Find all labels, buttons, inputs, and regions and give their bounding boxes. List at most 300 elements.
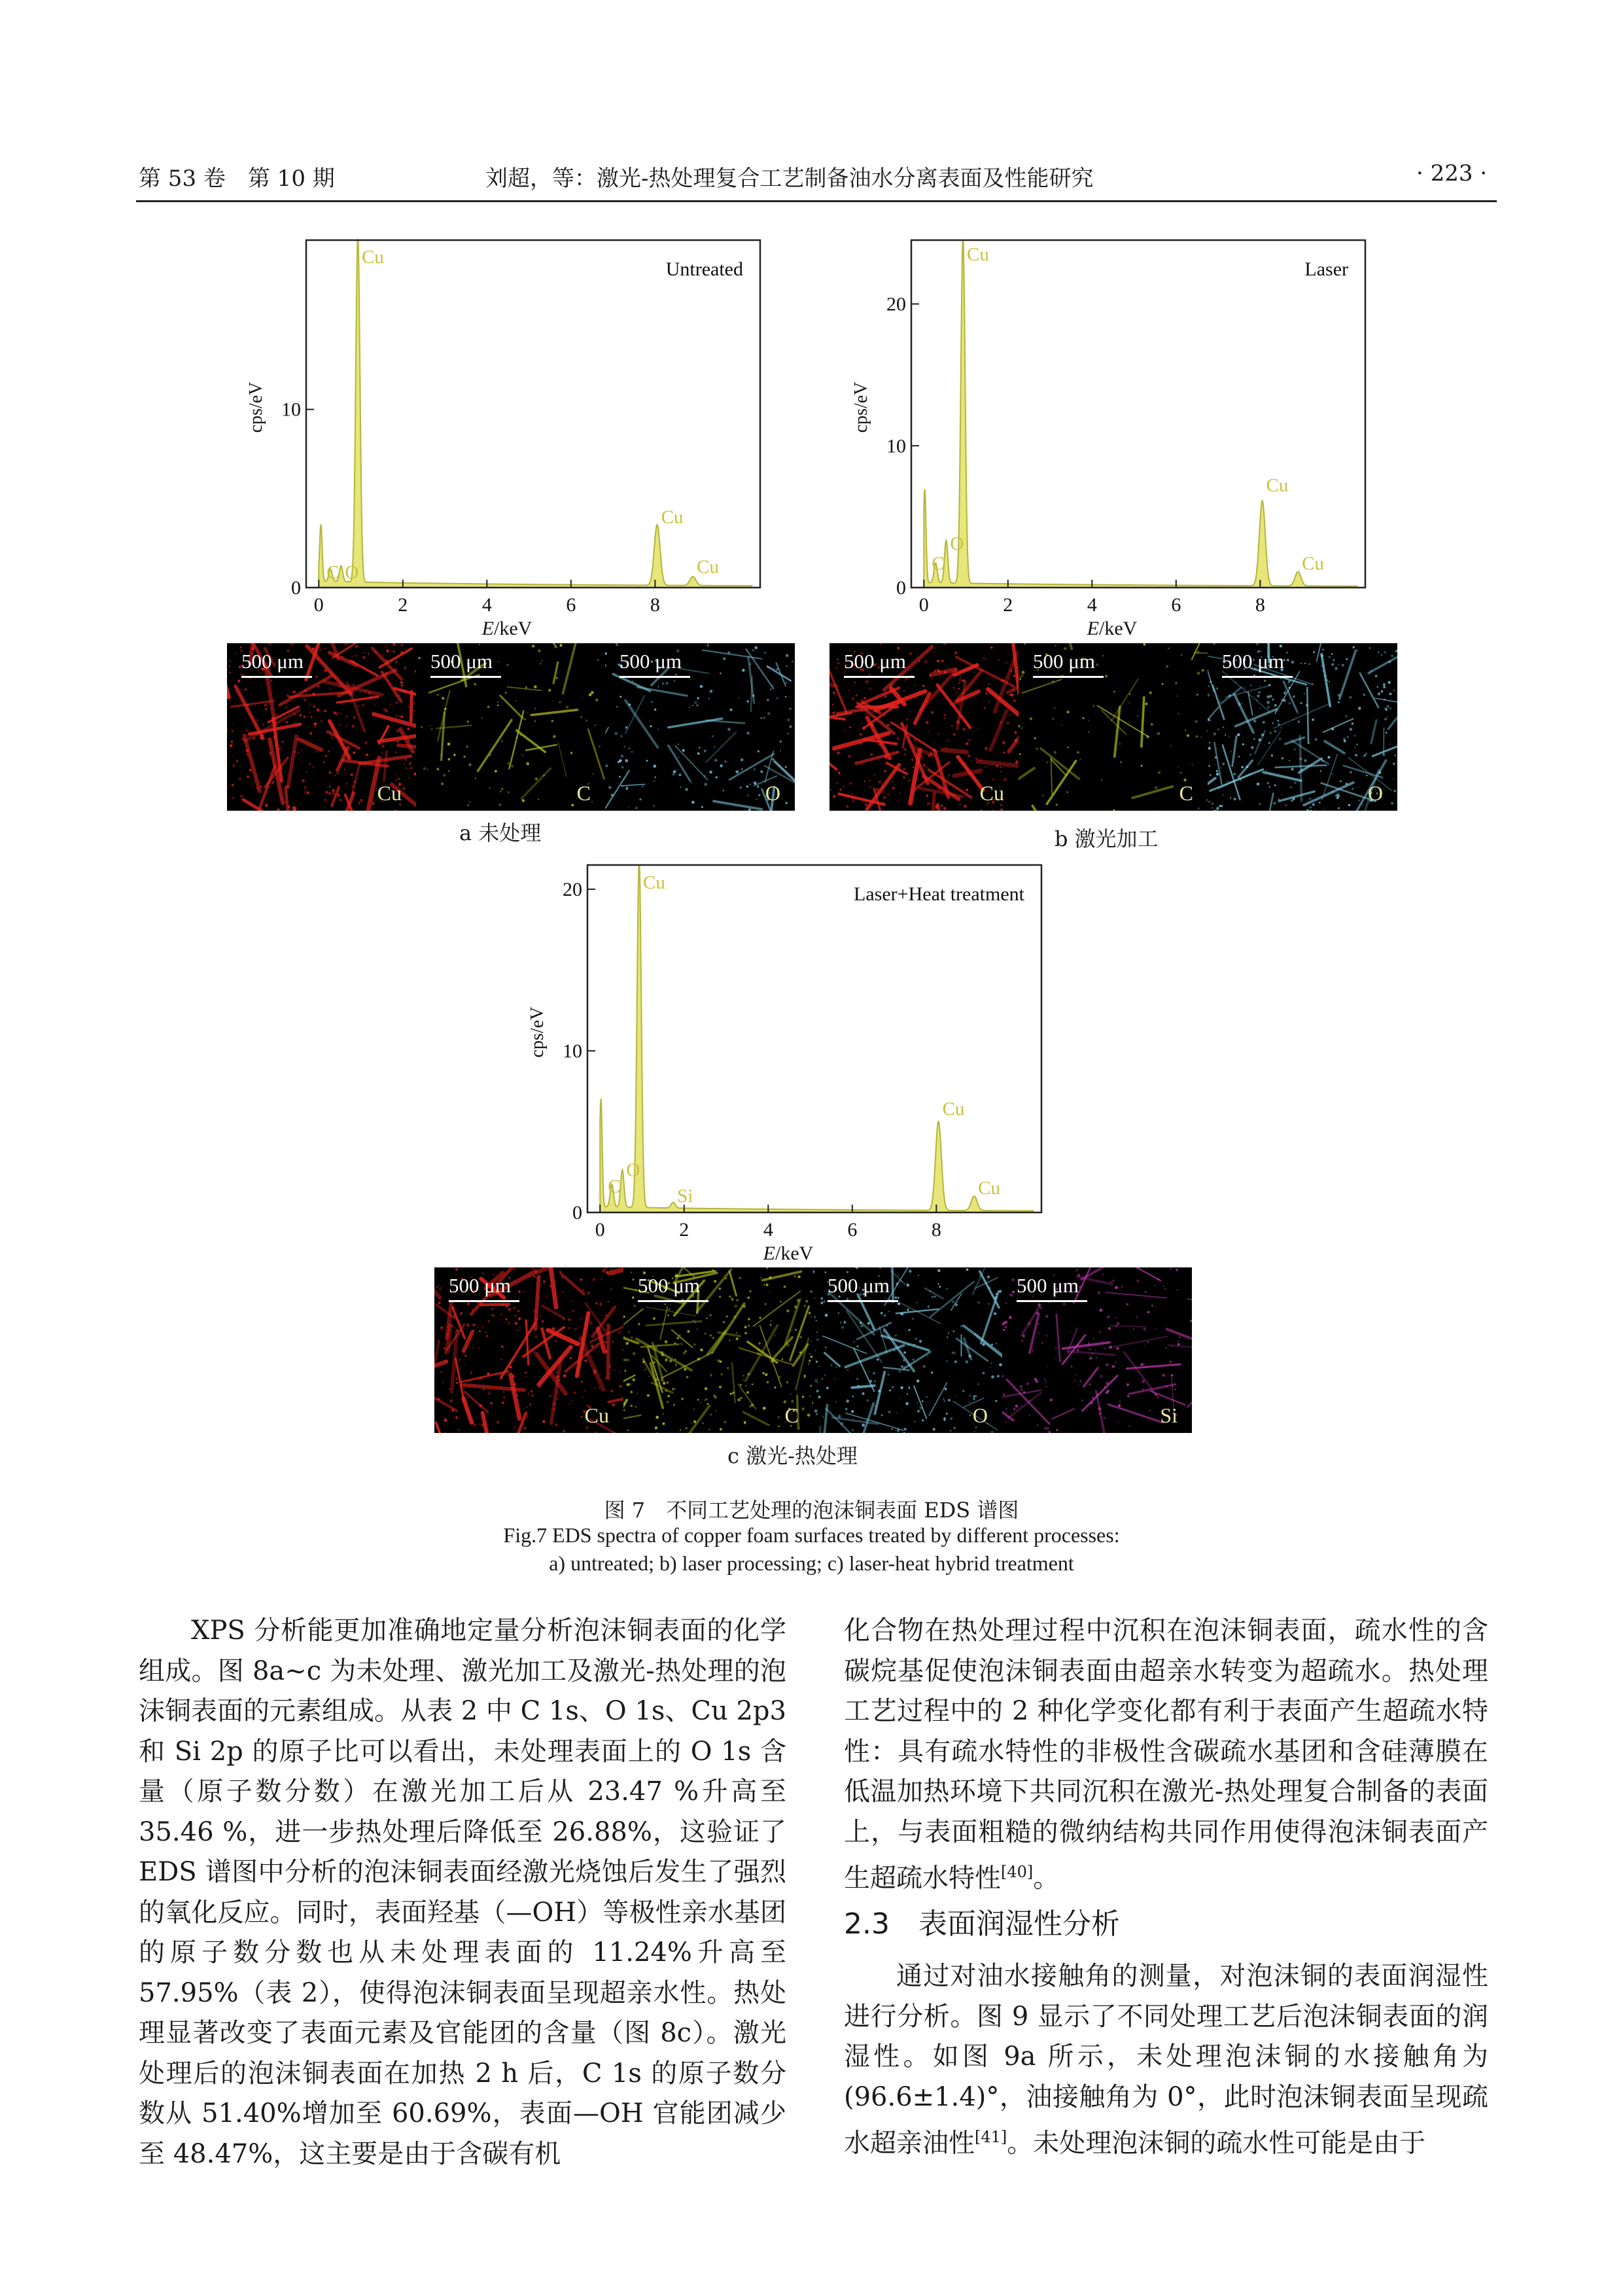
scale-bar xyxy=(1222,676,1293,678)
map-dot xyxy=(965,1360,968,1364)
map-dot xyxy=(691,801,695,804)
map-dot xyxy=(916,1402,918,1404)
map-dot xyxy=(1115,1286,1118,1289)
map-strand xyxy=(288,736,296,787)
map-dot xyxy=(896,751,898,752)
map-dot xyxy=(1166,1347,1167,1349)
map-dot xyxy=(748,809,751,811)
map-dot xyxy=(1147,1341,1149,1343)
scale-bar xyxy=(828,1300,898,1302)
map-strand xyxy=(621,785,645,786)
map-dot xyxy=(252,783,253,785)
map-dot xyxy=(977,1383,979,1385)
map-dot xyxy=(844,730,846,732)
map-dot xyxy=(614,732,618,735)
map-dot xyxy=(1340,781,1342,783)
map-dot xyxy=(697,1399,699,1401)
scale-label: 500 μm xyxy=(1033,650,1095,673)
map-strand xyxy=(588,730,604,779)
map-dot xyxy=(891,1428,893,1430)
map-dot xyxy=(816,1390,819,1392)
map-strand xyxy=(729,1271,736,1296)
map-dot xyxy=(963,728,966,731)
map-dot xyxy=(517,1395,518,1396)
map-dot xyxy=(632,1279,634,1280)
map-dot xyxy=(934,670,936,672)
map-dot xyxy=(493,1315,495,1317)
map-dot xyxy=(548,689,551,692)
map-dot xyxy=(404,667,406,669)
map-dot xyxy=(1197,671,1200,675)
map-dot xyxy=(1282,699,1283,701)
map-dot xyxy=(1005,1303,1007,1304)
map-dot xyxy=(281,741,284,743)
map-dot xyxy=(518,1317,521,1320)
map-dot xyxy=(1238,756,1240,757)
scale-label: 500 μm xyxy=(1222,650,1284,673)
map-dot xyxy=(909,779,910,781)
map-dot xyxy=(680,1429,681,1430)
map-dot xyxy=(1127,1395,1130,1398)
x-axis-label: E/keV xyxy=(763,1243,814,1264)
map-dot xyxy=(536,1277,538,1279)
map-dot xyxy=(600,1333,601,1335)
map-strand xyxy=(605,771,629,808)
map-dot xyxy=(1046,1335,1048,1337)
map-tile-o xyxy=(1208,643,1397,811)
map-dot xyxy=(309,763,311,765)
map-dot xyxy=(232,755,234,756)
map-dot xyxy=(266,805,267,807)
map-dot xyxy=(665,1390,668,1392)
map-dot xyxy=(479,1330,481,1332)
map-dot xyxy=(1176,1289,1178,1291)
map-dot xyxy=(1077,1349,1079,1351)
map-dot xyxy=(1011,694,1014,696)
map-dot xyxy=(509,1366,512,1368)
map-dot xyxy=(1041,1342,1043,1343)
map-dot xyxy=(1297,712,1299,714)
map-dot xyxy=(758,1349,759,1351)
map-dot xyxy=(696,1328,697,1330)
map-dot xyxy=(457,1330,459,1332)
map-dot xyxy=(285,802,286,803)
map-dot xyxy=(599,1303,602,1305)
map-dot xyxy=(696,704,698,706)
map-dot xyxy=(352,725,355,728)
map-dot xyxy=(1208,694,1210,697)
map-dot xyxy=(988,682,990,685)
map-strand xyxy=(1187,1299,1192,1308)
map-dot xyxy=(740,1397,742,1399)
x-tick-label: 0 xyxy=(313,594,324,616)
map-dot xyxy=(896,1412,897,1413)
map-dot xyxy=(720,1373,722,1375)
map-dot xyxy=(810,1385,812,1387)
map-dot xyxy=(514,1271,515,1273)
map-dot xyxy=(1104,1386,1106,1388)
map-dot xyxy=(564,1386,565,1388)
map-dot xyxy=(538,649,540,652)
map-dot xyxy=(1170,745,1172,747)
map-dot xyxy=(1381,654,1383,656)
map-dot xyxy=(1070,1331,1071,1332)
map-dot xyxy=(1331,663,1334,666)
map-dot xyxy=(813,1271,814,1273)
peak-label: Cu xyxy=(1302,553,1325,574)
peak-label: Si xyxy=(677,1186,693,1207)
map-dot xyxy=(875,796,877,798)
map-dot xyxy=(903,753,906,756)
map-dot xyxy=(1103,1274,1104,1275)
map-dot xyxy=(913,1344,915,1346)
map-dot xyxy=(1142,1380,1145,1383)
y-tick-label: 0 xyxy=(896,577,906,599)
map-dot xyxy=(960,677,962,678)
map-dot xyxy=(1078,1385,1079,1386)
map-dot xyxy=(943,1419,946,1421)
map-dot xyxy=(674,1358,676,1360)
map-dot xyxy=(270,680,272,682)
map-dot xyxy=(441,783,444,785)
map-dot xyxy=(1202,669,1204,672)
map-dot xyxy=(881,1312,882,1314)
map-dot xyxy=(898,1274,899,1276)
x-tick-label: 8 xyxy=(931,1219,941,1241)
map-tile-cu xyxy=(434,1267,623,1433)
map-dot xyxy=(1129,702,1130,703)
map-strand xyxy=(856,752,898,764)
eds-map-laser-heat xyxy=(434,1267,1192,1433)
map-dot xyxy=(743,1375,744,1377)
map-dot xyxy=(877,1358,879,1361)
map-dot xyxy=(1013,689,1015,692)
map-dot xyxy=(311,716,313,718)
map-dot xyxy=(750,1290,752,1292)
map-dot xyxy=(926,794,928,796)
map-dot xyxy=(777,698,778,699)
map-dot xyxy=(448,770,449,771)
map-dot xyxy=(1145,1267,1147,1268)
map-dot xyxy=(870,753,873,756)
map-dot xyxy=(1115,1325,1117,1328)
map-dot xyxy=(621,766,624,769)
map-dot xyxy=(271,782,273,784)
map-dot xyxy=(619,1385,622,1388)
map-dot xyxy=(731,810,733,811)
map-strand xyxy=(646,1321,701,1326)
map-dot xyxy=(581,1381,583,1383)
map-dot xyxy=(886,1325,888,1326)
map-dot xyxy=(864,697,866,699)
map-dot xyxy=(1118,1404,1121,1407)
map-dot xyxy=(1269,695,1272,698)
map-dot xyxy=(370,695,372,698)
map-dot xyxy=(846,1271,848,1273)
map-dot xyxy=(1145,1291,1147,1293)
map-dot xyxy=(1178,713,1179,715)
map-dot xyxy=(959,804,961,805)
map-dot xyxy=(507,1309,509,1311)
map-dot xyxy=(1099,1309,1102,1312)
map-dot xyxy=(1219,701,1220,703)
map-dot xyxy=(992,778,994,781)
map-dot xyxy=(669,1360,672,1363)
map-dot xyxy=(653,805,655,807)
map-dot xyxy=(565,1327,566,1328)
map-dot xyxy=(773,668,775,669)
map-dot xyxy=(574,1328,577,1330)
map-dot xyxy=(673,1404,675,1406)
map-dot xyxy=(729,1296,731,1298)
peak-label: O xyxy=(626,1159,640,1181)
map-strand xyxy=(1195,653,1208,654)
map-dot xyxy=(570,1404,571,1405)
y-tick-label: 20 xyxy=(886,293,906,315)
map-dot xyxy=(1346,715,1348,717)
map-dot xyxy=(706,1398,708,1400)
map-dot xyxy=(849,726,851,728)
map-dot xyxy=(714,759,718,762)
map-dot xyxy=(879,643,881,645)
scale-label: 500 μm xyxy=(844,650,906,673)
map-dot xyxy=(443,1382,444,1383)
map-dot xyxy=(1015,760,1019,764)
map-dot xyxy=(907,1393,908,1394)
map-dot xyxy=(314,726,315,727)
map-dot xyxy=(1066,711,1069,713)
map-dot xyxy=(1264,744,1265,745)
map-dot xyxy=(1037,1314,1038,1315)
map-dot xyxy=(705,645,707,646)
map-dot xyxy=(446,1333,448,1335)
map-dot xyxy=(871,1328,873,1330)
map-dot xyxy=(605,652,607,655)
element-label: O xyxy=(765,781,780,805)
map-dot xyxy=(816,1413,818,1415)
map-dot xyxy=(831,739,833,740)
spectrum-area xyxy=(319,240,752,588)
map-dot xyxy=(983,1372,985,1375)
map-dot xyxy=(285,706,287,708)
map-dot xyxy=(395,661,397,663)
map-dot xyxy=(464,1364,466,1366)
map-dot xyxy=(767,1349,769,1351)
map-dot xyxy=(581,716,582,718)
map-dot xyxy=(512,1375,514,1377)
map-dot xyxy=(1089,1357,1092,1360)
map-dot xyxy=(334,774,336,776)
map-dot xyxy=(1348,804,1350,806)
map-dot xyxy=(1268,742,1270,744)
map-dot xyxy=(1087,1282,1089,1283)
map-dot xyxy=(785,766,787,768)
map-dot xyxy=(317,685,319,687)
map-dot xyxy=(822,1378,823,1379)
map-dot xyxy=(654,709,656,711)
map-dot xyxy=(1009,715,1010,716)
map-dot xyxy=(1321,760,1323,762)
peak-label: Cu xyxy=(362,246,384,268)
scale-bar xyxy=(241,676,312,678)
map-dot xyxy=(951,704,952,706)
map-dot xyxy=(844,1321,846,1324)
map-dot xyxy=(1342,663,1344,666)
map-strand xyxy=(660,1307,667,1339)
map-dot xyxy=(286,694,288,697)
map-dot xyxy=(438,1284,440,1286)
map-dot xyxy=(943,671,947,674)
map-dot xyxy=(418,657,420,659)
map-dot xyxy=(663,1382,665,1385)
scale-bar xyxy=(430,676,501,678)
map-dot xyxy=(1095,1349,1096,1351)
map-dot xyxy=(1104,1347,1105,1349)
map-dot xyxy=(814,1298,816,1299)
map-dot xyxy=(919,1340,922,1343)
map-dot xyxy=(734,1305,737,1308)
map-dot xyxy=(905,1330,906,1332)
map-dot xyxy=(667,1315,669,1316)
map-dot xyxy=(500,791,501,792)
map-dot xyxy=(884,792,885,793)
map-strand xyxy=(777,663,786,686)
map-dot xyxy=(340,686,341,688)
map-dot xyxy=(1386,732,1387,733)
map-dot xyxy=(954,689,956,690)
map-dot xyxy=(705,1333,707,1335)
map-dot xyxy=(797,1299,799,1301)
map-dot xyxy=(811,1356,813,1358)
map-dot xyxy=(1113,809,1115,811)
map-dot xyxy=(722,790,724,792)
map-dot xyxy=(302,739,304,741)
map-dot xyxy=(867,801,868,802)
map-dot xyxy=(663,1413,664,1415)
map-dot xyxy=(1000,770,1002,772)
map-strand xyxy=(981,1292,998,1343)
map-strand xyxy=(1106,1292,1166,1298)
map-dot xyxy=(312,766,314,768)
map-dot xyxy=(401,701,402,703)
map-dot xyxy=(955,1303,958,1306)
map-dot xyxy=(1000,722,1002,724)
map-strand xyxy=(1369,650,1397,673)
map-dot xyxy=(632,680,633,682)
map-dot xyxy=(900,685,901,686)
map-dot xyxy=(604,1329,606,1330)
map-dot xyxy=(607,1301,608,1302)
map-dot xyxy=(932,645,934,647)
map-dot xyxy=(1003,752,1005,754)
map-dot xyxy=(232,784,234,786)
map-dot xyxy=(1112,1280,1115,1282)
map-dot xyxy=(868,1371,869,1373)
map-strand xyxy=(609,1267,623,1273)
map-dot xyxy=(440,1326,443,1329)
map-dot xyxy=(239,766,241,767)
map-dot xyxy=(1386,716,1387,718)
map-dot xyxy=(1047,1428,1049,1430)
map-dot xyxy=(854,682,856,683)
map-dot xyxy=(400,651,403,654)
map-dot xyxy=(1271,754,1273,756)
map-dot xyxy=(657,1345,659,1346)
scale-label: 500 μm xyxy=(828,1274,890,1297)
map-dot xyxy=(563,1430,565,1432)
map-dot xyxy=(914,1421,916,1422)
map-dot xyxy=(591,801,593,802)
map-dot xyxy=(666,682,669,684)
map-dot xyxy=(675,1364,676,1365)
map-dot xyxy=(341,713,342,715)
map-dot xyxy=(799,1427,800,1428)
map-dot xyxy=(904,749,906,751)
map-dot xyxy=(785,682,788,684)
map-dot xyxy=(996,765,998,768)
map-dot xyxy=(240,646,242,648)
map-dot xyxy=(1234,798,1236,800)
map-dot xyxy=(693,1421,696,1423)
map-strand xyxy=(542,1306,563,1318)
map-dot xyxy=(1201,737,1202,738)
map-dot xyxy=(770,1324,772,1326)
map-dot xyxy=(1358,800,1360,802)
map-dot xyxy=(1382,753,1385,756)
map-dot xyxy=(958,688,960,690)
map-dot xyxy=(1244,687,1246,689)
map-dot xyxy=(856,1345,858,1347)
map-strand xyxy=(975,1278,998,1288)
map-dot xyxy=(608,1365,612,1368)
map-dot xyxy=(444,1417,445,1419)
map-dot xyxy=(1129,694,1130,695)
map-dot xyxy=(908,1386,910,1388)
map-dot xyxy=(1046,1386,1047,1387)
map-dot xyxy=(1216,688,1218,690)
paragraph-text: 化合物在热处理过程中沉积在泡沫铜表面，疏水性的含碳烷基促使泡沫铜表面由超亲水转变为超疏水。热处理工艺过程中的 2 种化学变化都有利于表面产生超疏水特性：具有疏水特性的非极性含碳疏水基团和含硅薄膜在低温加热环境下共同沉积在激光-热处理复合制备的表面上，与表面粗糙的微纳结构共同作用使得泡沫铜表面产生超疏水特性 xyxy=(844,1616,1488,1894)
map-dot xyxy=(1294,781,1297,784)
map-dot xyxy=(608,786,611,788)
map-tile-c xyxy=(1019,643,1208,811)
map-dot xyxy=(445,1360,447,1362)
map-dot xyxy=(745,1385,747,1387)
map-strand xyxy=(384,751,387,781)
map-tile-si xyxy=(1002,1267,1192,1433)
map-dot xyxy=(294,751,296,752)
map-dot xyxy=(1022,671,1025,674)
map-strand xyxy=(914,1386,926,1418)
map-dot xyxy=(990,1430,993,1433)
map-dot xyxy=(1088,1343,1091,1347)
map-strand xyxy=(854,1348,874,1391)
scale-label: 500 μm xyxy=(241,650,304,673)
map-dot xyxy=(387,725,389,728)
map-dot xyxy=(1378,771,1381,773)
map-dot xyxy=(950,1430,951,1432)
map-dot xyxy=(339,724,341,726)
map-dot xyxy=(747,1342,749,1344)
map-dot xyxy=(811,1341,812,1342)
map-dot xyxy=(601,1279,602,1280)
map-dot xyxy=(621,735,623,737)
map-dot xyxy=(1054,751,1056,754)
map-dot xyxy=(1113,690,1115,692)
map-dot xyxy=(385,672,387,674)
map-dot xyxy=(343,769,345,771)
map-strand xyxy=(623,1415,641,1422)
map-dot xyxy=(635,1288,637,1290)
